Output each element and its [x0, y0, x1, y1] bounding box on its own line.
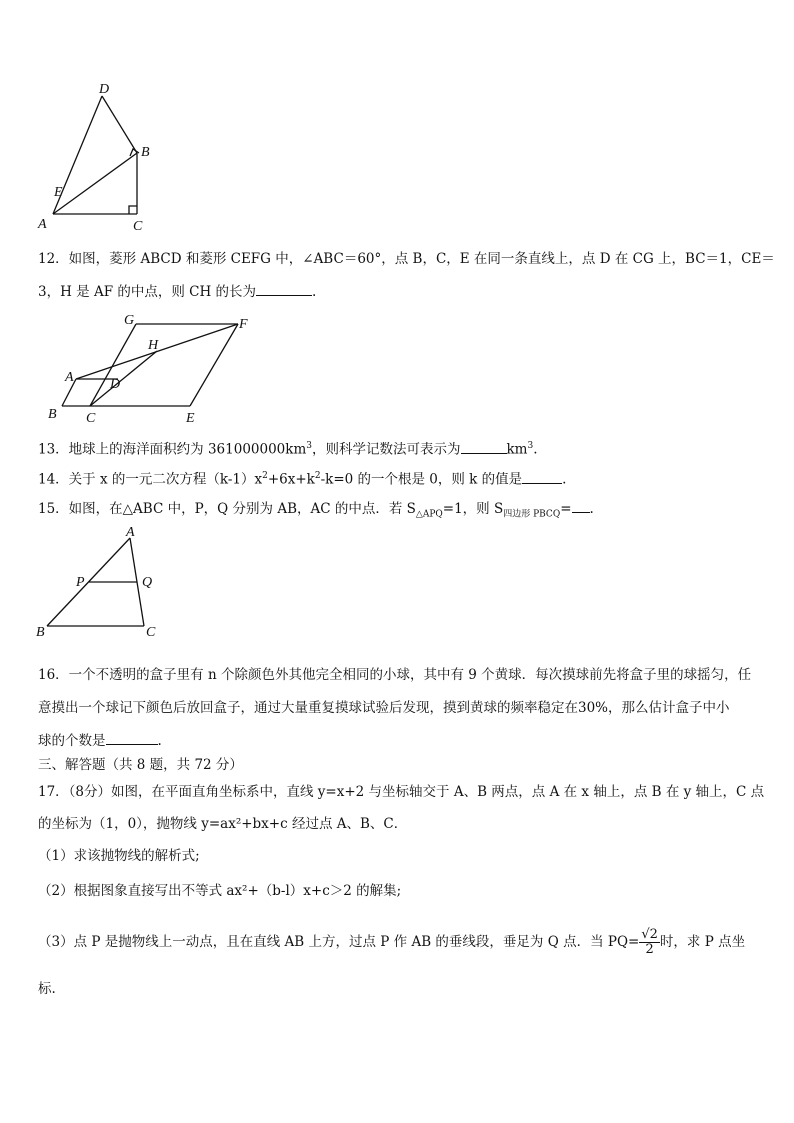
figure-15-svg	[32, 524, 172, 644]
label-d: D	[99, 82, 110, 97]
label-c: C	[146, 625, 156, 640]
label-p: P	[76, 575, 85, 590]
label-c: C	[133, 219, 143, 234]
q16-line3	[38, 731, 162, 750]
q15-sub1: △APQ	[415, 509, 443, 520]
label-f: F	[239, 317, 248, 332]
q17-part2: （2）根据图象直接写出不等式 ax²+（b-l）x+c＞2 的解集;	[38, 883, 402, 899]
q13-line	[38, 437, 538, 459]
segment-fe	[190, 324, 238, 406]
figure-12-svg	[40, 310, 270, 430]
q12-line1: 12．如图，菱形 ABCD 和菱形 CEFG 中，∠ABC＝60°，点 B，C，E 在同一条直线上，点 D 在 CG 上，BC＝1，CE＝	[38, 251, 775, 267]
answer-blank-15	[572, 499, 590, 513]
q17-line1: 17．（8分）如图，在平面直角坐标系中，直线 y=x+2 与坐标轴交于 A、B 两点，点 A 在 x 轴上，点 B 在 y 轴上，C 点	[38, 784, 765, 800]
label-e: E	[54, 185, 63, 200]
q12-line2	[38, 282, 316, 301]
answer-blank-12	[256, 282, 312, 296]
figure-15	[32, 524, 172, 644]
q16-line2: 意摸出一个球记下颜色后放回盒子，通过大量重复摸球试验后发现，摸到黄球的频率稳定在30%，那么估计盒子中小	[38, 700, 730, 716]
segment-gc	[90, 324, 136, 406]
label-b: B	[141, 145, 150, 160]
q13-period: .	[533, 441, 538, 458]
section-heading: 三、解答题（共 8 题，共 72 分）	[38, 757, 243, 773]
q14-sup2: 2	[314, 471, 321, 481]
q17-part1: （1）求该抛物线的解析式;	[38, 848, 200, 864]
q12-period: .	[312, 284, 317, 300]
q15-period: .	[589, 501, 594, 517]
label-a: A	[126, 525, 135, 540]
q14-line	[38, 467, 566, 489]
figure-11	[30, 80, 170, 235]
figure-11-svg	[30, 80, 170, 235]
segment-db	[102, 96, 137, 153]
label-d: D	[110, 377, 121, 392]
q17-part3-cont: 标.	[38, 981, 56, 997]
fraction-sqrt2-over-2	[639, 928, 660, 957]
q17-part3-text-b: 时，求 P 点坐	[659, 934, 746, 950]
q15-text-c: =	[560, 501, 572, 517]
q14-text-c: -k=0 的一个根是 0，则 k 的值是	[320, 471, 523, 488]
q13-superscript: 3	[306, 441, 312, 451]
q15-text: 15．如图，在△ABC 中，P，Q 分别为 AB，AC 的中点．若 S	[38, 501, 416, 517]
q13-text-b: ，则科学记数法可表示为	[312, 441, 461, 458]
q16-line1: 16．一个不透明的盒子里有 n 个除颜色外其他完全相同的小球，其中有 9 个黄球．每次摸球前先将盒子里的球摇匀，任	[38, 667, 752, 683]
q16-period: .	[157, 733, 162, 749]
q13-text: 13．地球上的海洋面积约为 361000000km	[38, 441, 307, 458]
q17-line2: 的坐标为（1，0），抛物线 y=ax²+bx+c 经过点 A、B、C．	[38, 816, 408, 832]
figure-12	[40, 310, 270, 430]
q14-sup: 2	[262, 471, 268, 481]
label-q: Q	[142, 575, 153, 590]
label-c: C	[86, 411, 96, 426]
q14-text: 14．关于 x 的一元二次方程（k-1）x	[38, 471, 263, 488]
q16-text: 球的个数是	[38, 733, 106, 749]
label-a: A	[65, 370, 74, 385]
fraction-denominator: 2	[645, 942, 654, 957]
q14-period: .	[562, 471, 567, 488]
label-g: G	[124, 313, 135, 328]
q15-line	[38, 499, 594, 524]
answer-blank-14	[522, 470, 562, 484]
q14-text-b: +6x+k	[267, 471, 315, 488]
answer-blank-16	[106, 731, 158, 745]
q17-part3	[38, 922, 745, 962]
label-e: E	[186, 411, 195, 426]
q17-part3-text: （3）点 P 是抛物线上一动点，且在直线 AB 上方，过点 P 作 AB 的垂线段，垂足为 Q 点．当 PQ=	[38, 934, 640, 950]
label-b: B	[48, 407, 57, 422]
label-b: B	[36, 625, 45, 640]
q13-unit: km	[506, 441, 528, 458]
answer-blank-13	[461, 440, 507, 454]
right-angle-c	[129, 206, 137, 214]
label-a: A	[38, 217, 47, 232]
q15-sub2: 四边形 PBCQ	[503, 509, 561, 520]
fraction-numerator: √2	[641, 927, 658, 942]
q12-text: 3，H 是 AF 的中点，则 CH 的长为	[38, 284, 257, 300]
q15-text-b: =1，则 S	[442, 501, 504, 517]
label-h: H	[148, 338, 159, 353]
q13-unit-superscript: 3	[527, 441, 534, 451]
